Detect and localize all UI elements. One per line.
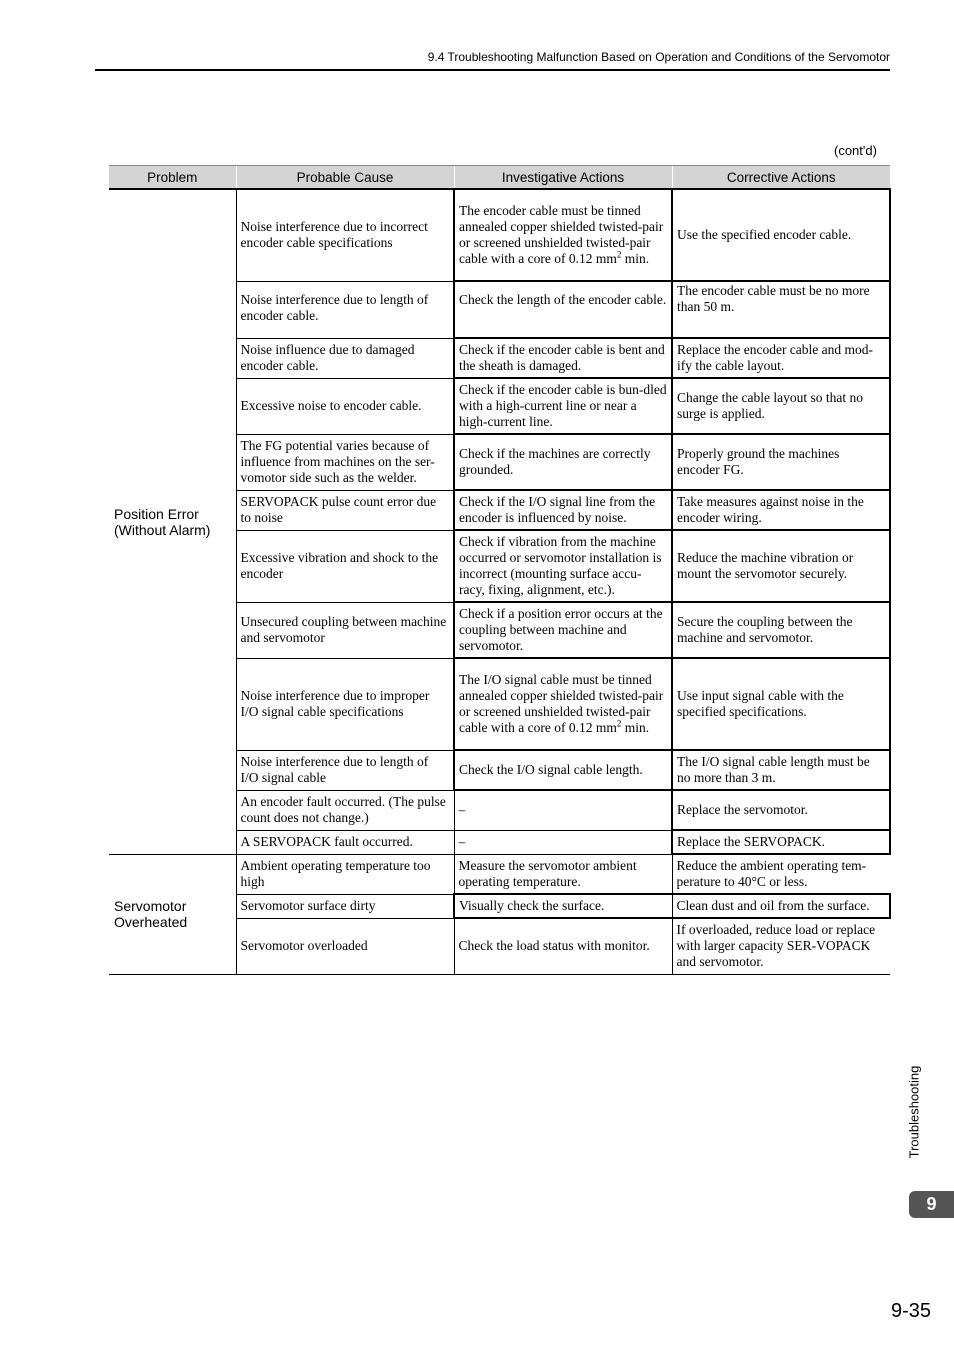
page-number: 9-35: [890, 1300, 931, 1322]
correct-cell: Use input signal cable with the specified specifications.: [672, 658, 890, 750]
column-header-investigative-actions: Investigative Actions: [454, 166, 672, 190]
chapter-tab: 9: [909, 1191, 954, 1218]
cause-cell: Servomotor overloaded: [236, 918, 454, 974]
correct-cell: The I/O signal cable length must be no more than 3 m.: [672, 750, 890, 790]
investigate-cell: Check if the encoder cable is bun-dled with a high-current line or near a high-current line.: [454, 378, 672, 434]
cause-cell: Servomotor surface dirty: [236, 894, 454, 918]
investigate-cell: Check if the machines are correctly grounded.: [454, 434, 672, 490]
column-header-problem: Problem: [109, 166, 236, 190]
investigate-cell: –: [454, 830, 672, 854]
investigate-cell: Check if the encoder cable is bent and the sheath is damaged.: [454, 338, 672, 378]
correct-cell: Properly ground the machines encoder FG.: [672, 434, 890, 490]
table-header-row: [109, 166, 890, 190]
troubleshooting-table: [109, 165, 891, 975]
cause-cell: Unsecured coupling between machine and servomotor: [236, 602, 454, 658]
table-row: [109, 854, 890, 894]
cause-cell: Noise interference due to length of encoder cable.: [236, 281, 454, 338]
table-row: [109, 189, 890, 281]
cause-cell: Excessive vibration and shock to the encoder: [236, 530, 454, 602]
section-header-title: 9.4 Troubleshooting Malfunction Based on Operation and Conditions of the Servomotor: [427, 50, 890, 64]
column-header-probable-cause: Probable Cause: [236, 166, 454, 190]
correct-cell: Use the specified encoder cable.: [672, 189, 890, 281]
investigate-cell: The encoder cable must be tinned annealed copper shielded twisted-pair or screened unshielded twisted-pair cable with a core of 0.12 $mm^2$ min.: [454, 189, 672, 281]
correct-cell: Change the cable layout so that no surge is applied.: [672, 378, 890, 434]
correct-cell: Clean dust and oil from the surface.: [672, 894, 890, 918]
cause-cell: SERVOPACK pulse count error due to noise: [236, 490, 454, 530]
investigate-cell: Check the I/O signal cable length.: [454, 750, 672, 790]
investigate-cell: Visually check the surface.: [454, 894, 672, 918]
investigate-cell: Check if the I/O signal line from the encoder is influenced by noise.: [454, 490, 672, 530]
correct-cell: Reduce the ambient operating tem-perature to 40°C or less.: [672, 854, 890, 894]
investigate-cell: Check the length of the encoder cable.: [454, 281, 672, 338]
cause-cell: The FG potential varies because of influence from machines on the ser-vomotor side such as the welder.: [236, 434, 454, 490]
correct-cell: Reduce the machine vibration or mount the servomotor securely.: [672, 530, 890, 602]
cause-cell: Excessive noise to encoder cable.: [236, 378, 454, 434]
correct-cell: If overloaded, reduce load or replace with larger capacity SER-VOPACK and servomotor.: [672, 918, 890, 974]
problem-cell: Servomotor Overheated: [109, 854, 236, 974]
cause-cell: Noise influence due to damaged encoder cable.: [236, 338, 454, 378]
chapter-side-label: Troubleshooting: [906, 1065, 922, 1159]
investigate-cell: Measure the servomotor ambient operating temperature.: [454, 854, 672, 894]
cause-cell: Noise interference due to length of I/O signal cable: [236, 750, 454, 790]
header-rule: [95, 69, 890, 71]
investigate-cell: Check if vibration from the machine occurred or servomotor installation is incorrect (mounting surface accu-racy, fixing, alignment, etc.).: [454, 530, 672, 602]
problem-cell: Position Error (Without Alarm): [109, 189, 236, 854]
cause-cell: Noise interference due to incorrect encoder cable specifications: [236, 189, 454, 281]
correct-cell: Take measures against noise in the encoder wiring.: [672, 490, 890, 530]
investigate-cell: –: [454, 790, 672, 830]
column-header-corrective-actions: Corrective Actions: [672, 166, 890, 190]
correct-cell: Replace the SERVOPACK.: [672, 830, 890, 854]
cause-cell: A SERVOPACK fault occurred.: [236, 830, 454, 854]
continued-label: (cont'd): [834, 143, 877, 158]
correct-cell: Secure the coupling between the machine and servomotor.: [672, 602, 890, 658]
cause-cell: Noise interference due to improper I/O signal cable specifications: [236, 658, 454, 750]
correct-cell: Replace the servomotor.: [672, 790, 890, 830]
investigate-cell: The I/O signal cable must be tinned annealed copper shielded twisted-pair or screened unshielded twisted-pair cable with a core of 0.12 $mm^2$ min.: [454, 658, 672, 750]
cause-cell: An encoder fault occurred. (The pulse count does not change.): [236, 790, 454, 830]
correct-cell: Replace the encoder cable and mod-ify the cable layout.: [672, 338, 890, 378]
correct-cell: The encoder cable must be no more than 50 m.: [672, 281, 890, 338]
cause-cell: Ambient operating temperature too high: [236, 854, 454, 894]
investigate-cell: Check if a position error occurs at the coupling between machine and servomotor.: [454, 602, 672, 658]
investigate-cell: Check the load status with monitor.: [454, 918, 672, 974]
